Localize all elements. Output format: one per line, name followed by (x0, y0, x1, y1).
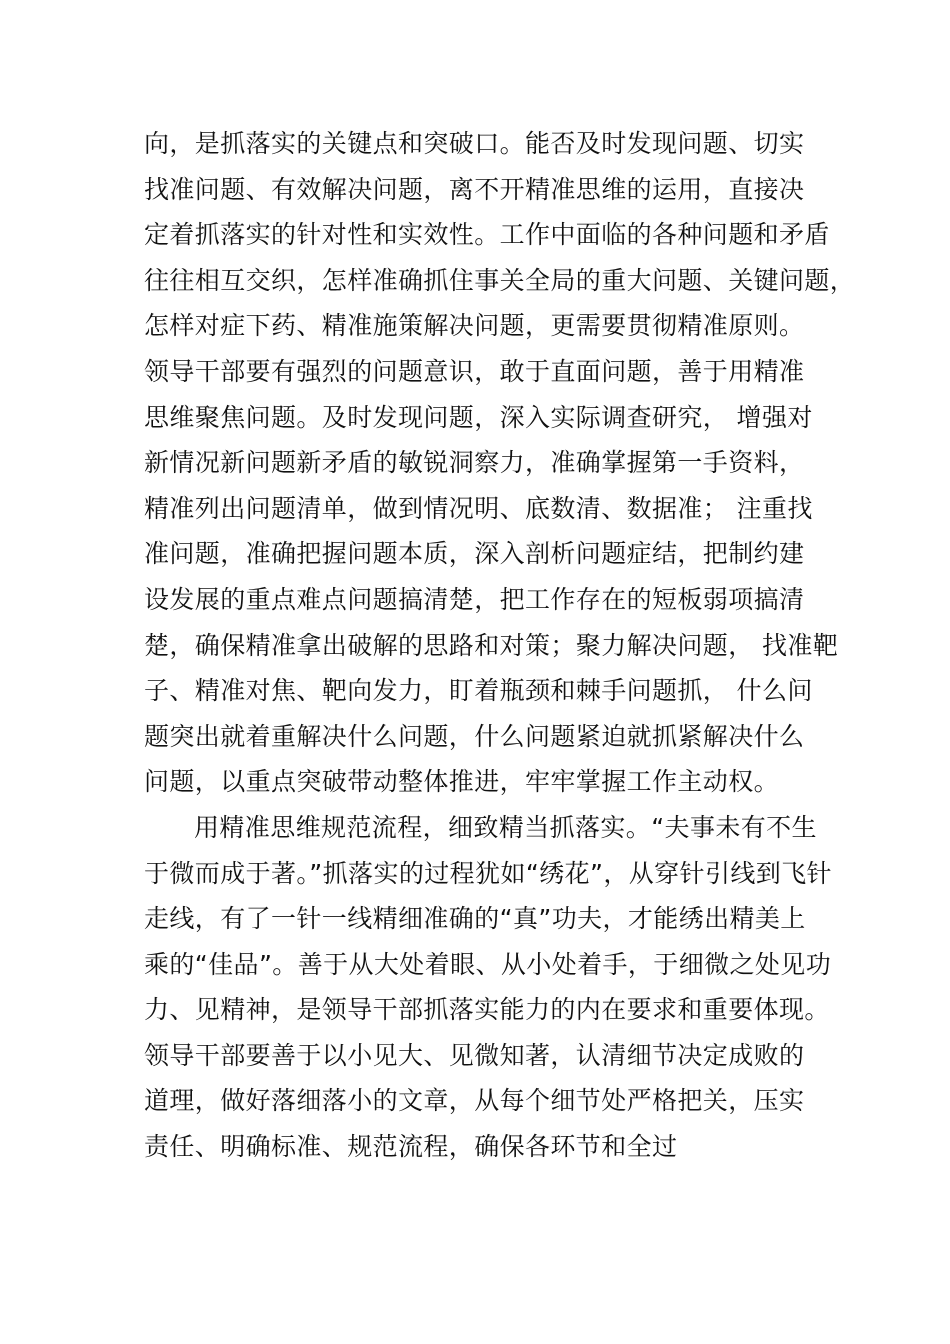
text-line: 力、见精神，是领导干部抓落实能力的内在要求和重要体现。 (144, 995, 830, 1025)
text-line: 走线，有了一针一线精细准确的“真”功夫，才能绣出精美上 (144, 904, 806, 934)
text-line: 新情况新问题新矛盾的敏锐洞察力，准确掌握第一手资料， (144, 448, 805, 478)
text-line: 思维聚焦问题。及时发现问题，深入实际调查研究， 增强对 (144, 402, 813, 432)
text-line: 向，是抓落实的关键点和突破口。能否及时发现问题、切实 (144, 129, 805, 158)
text-line: 准问题，准确把握问题本质，深入剖析问题症结，把制约建 (144, 539, 805, 569)
text-line: 楚，确保精准拿出破解的思路和对策；聚力解决问题， 找准靶 (144, 630, 839, 660)
text-line: 乘的“佳品”。善于从大处着眼、从小处着手，于细微之处见功 (144, 949, 832, 979)
text-line: 精准列出问题清单，做到情况明、底数清、数据准； 注重找 (144, 493, 813, 523)
text-line: 子、精准对焦、靶向发力，盯着瓶颈和棘手问题抓， 什么问 (144, 676, 813, 706)
text-line: 领导干部要善于以小见大、见微知著，认清细节决定成败的 (144, 1040, 805, 1070)
text-line: 往往相互交织，怎样准确抓住事关全局的重大问题、关键问题， (144, 265, 856, 295)
text-line: 道理，做好落细落小的文章，从每个细节处严格把关，压实 (144, 1086, 805, 1116)
body-text (144, 121, 856, 1170)
text-line: 定着抓落实的针对性和实效性。工作中面临的各种问题和矛盾 (144, 220, 830, 250)
text-line: 责任、明确标准、规范流程，确保各环节和全过 (144, 1132, 678, 1162)
text-line: 题突出就着重解决什么问题，什么问题紧迫就抓紧解决什么 (144, 721, 805, 751)
text-line: 找准问题、有效解决问题，离不开精准思维的运用，直接决 (144, 174, 805, 204)
text-line: 领导干部要有强烈的问题意识，敢于直面问题，善于用精准 (144, 356, 805, 386)
text-line: 设发展的重点难点问题搞清楚，把工作存在的短板弱项搞清 (144, 584, 805, 614)
text-line: 怎样对症下药、精准施策解决问题，更需要贯彻精准原则。 (144, 311, 805, 341)
text-line: 于微而成于著。”抓落实的过程犹如“绣花”，从穿针引线到飞针 (144, 858, 832, 888)
text-line: 问题，以重点突破带动整体推进，牢牢掌握工作主动权。 (144, 767, 780, 797)
text-line: 用精准思维规范流程，细致精当抓落实。“夫事未有不生 (194, 812, 817, 842)
